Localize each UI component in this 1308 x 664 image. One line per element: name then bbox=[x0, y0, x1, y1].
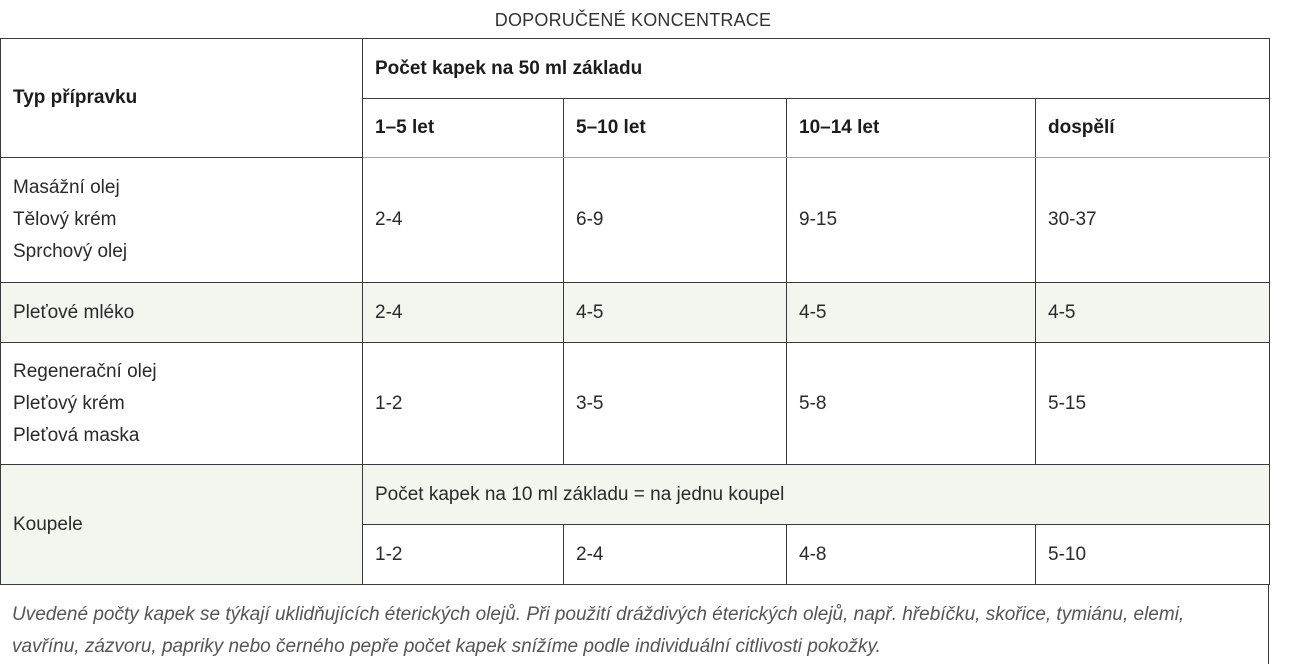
value-cell: 1-2 bbox=[363, 525, 564, 585]
row-type-label: Regenerační olej bbox=[13, 360, 157, 382]
row-type-cell bbox=[1, 158, 363, 283]
value-cell: 2-4 bbox=[363, 283, 564, 343]
header-type: Typ přípravku bbox=[1, 39, 363, 158]
value-cell: 4-5 bbox=[1036, 283, 1270, 343]
row-type-cell bbox=[1, 343, 363, 465]
value-cell: 3-5 bbox=[564, 343, 787, 465]
row-type-cell bbox=[1, 283, 363, 343]
header-age: 5–10 let bbox=[564, 99, 787, 158]
value-cell: 30-37 bbox=[1036, 158, 1270, 283]
value-cell: 4-8 bbox=[787, 525, 1036, 585]
row-type-label: Tělový krém bbox=[13, 209, 117, 230]
table-caption: DOPORUČENÉ KONCENTRACE bbox=[494, 10, 772, 30]
table-row bbox=[1, 158, 1270, 283]
value-cell: 4-5 bbox=[787, 283, 1036, 343]
value-cell: 2-4 bbox=[363, 158, 564, 283]
row-type-label: Pleťové mléko bbox=[13, 301, 135, 323]
bath-type-cell: Koupele bbox=[1, 465, 363, 585]
table-row bbox=[1, 343, 1270, 465]
value-cell: 5-15 bbox=[1036, 343, 1270, 465]
value-cell: 6-9 bbox=[564, 158, 787, 283]
row-type-label: Pleťová maska bbox=[13, 424, 140, 446]
table-row bbox=[1, 465, 1270, 525]
value-cell: 2-4 bbox=[564, 525, 787, 585]
value-cell: 4-5 bbox=[564, 283, 787, 343]
header-age: 10–14 let bbox=[787, 99, 1036, 158]
value-cell: 1-2 bbox=[363, 343, 564, 465]
header-drops: Počet kapek na 50 ml základu bbox=[363, 39, 1270, 99]
row-type-label: Masážní olej bbox=[13, 177, 120, 198]
bath-subheader: Počet kapek na 10 ml základu = na jednu koupel bbox=[363, 465, 1270, 525]
row-type-label: Pleťový krém bbox=[13, 392, 125, 414]
header-age: 1–5 let bbox=[363, 99, 564, 158]
value-cell: 5-10 bbox=[1036, 525, 1270, 585]
footnote: Uvedené počty kapek se týkají uklidňujících éterických olejů. Při použití dráždivých éterických olejů, např. hřebíčku, skořice, tymiánu, elemi, vavřínu, zázvoru, papriky nebo černého pepře počet kapek snížíme podle individuální citlivosti pokožky. bbox=[0, 585, 1269, 664]
value-cell: 9-15 bbox=[787, 158, 1036, 283]
concentration-table bbox=[0, 38, 1270, 585]
header-age: dospělí bbox=[1036, 99, 1270, 158]
value-cell: 5-8 bbox=[787, 343, 1036, 465]
row-type-label: Sprchový olej bbox=[13, 241, 128, 262]
header-row bbox=[1, 39, 1270, 99]
table-row bbox=[1, 283, 1270, 343]
